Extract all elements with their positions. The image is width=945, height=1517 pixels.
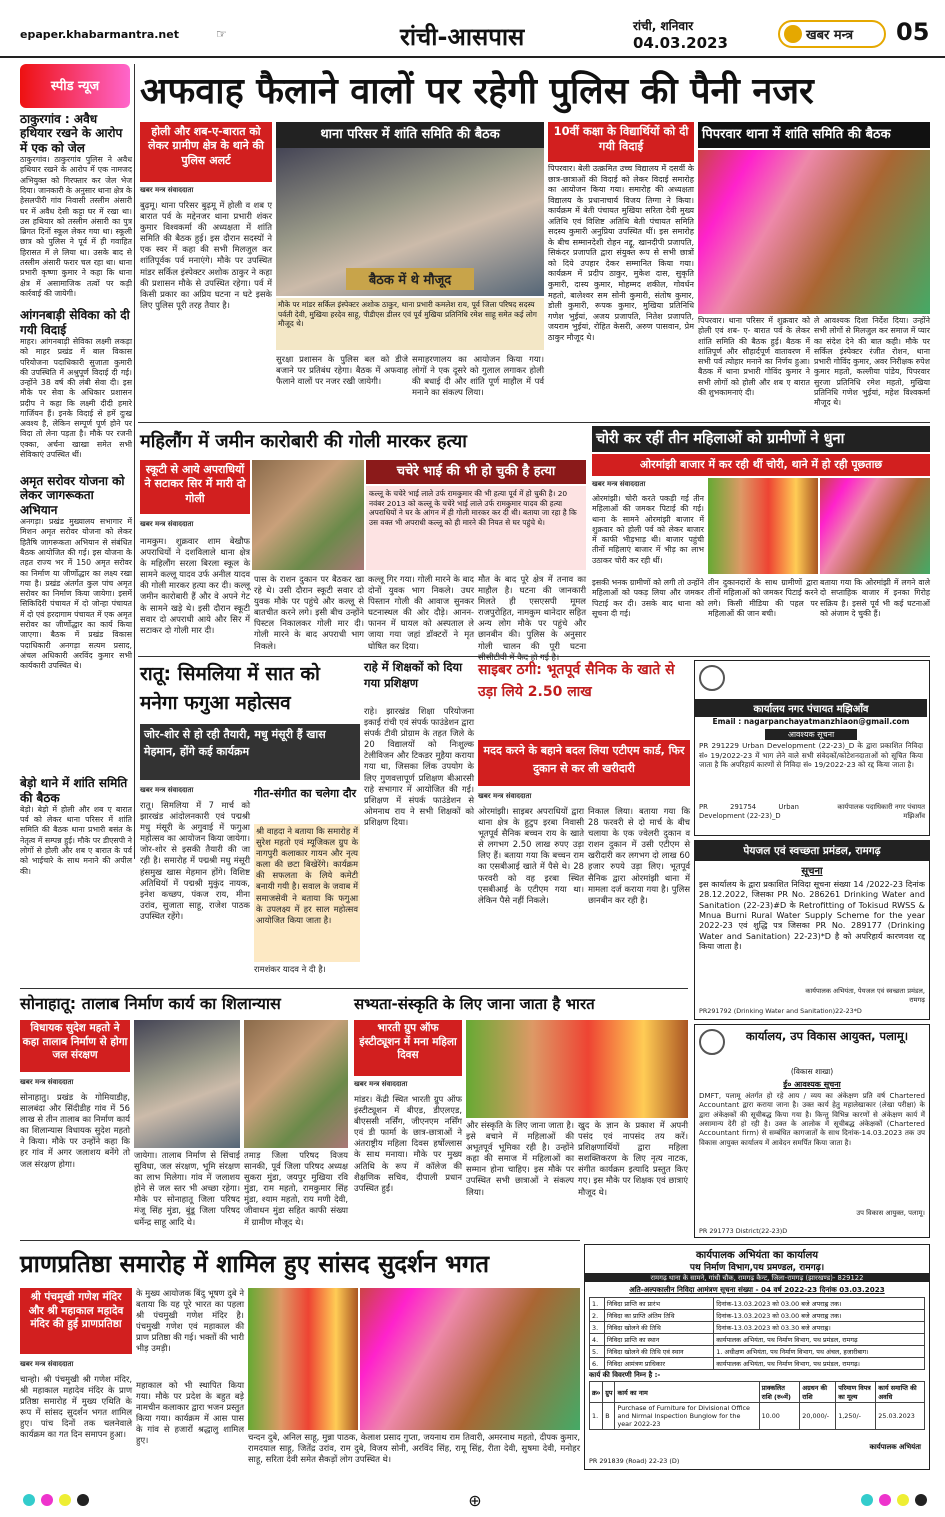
mahilong-subhead-2: चचेरे भाई की भी हो चुकी है हत्या: [366, 460, 586, 484]
ad3-pr: PR 291773 District(22-23)D: [699, 1227, 788, 1235]
pran-subhead: श्री पंचमुखी गणेश मंदिर और श्री महाकाल महादेव मंदिर की हुई प्राणप्रतिष्ठा: [20, 1288, 132, 1354]
ad2-notice: सूचना: [801, 866, 823, 877]
section-divider-3: [20, 988, 688, 989]
color-marks-right: [858, 1491, 930, 1510]
section-divider-4: [20, 1240, 580, 1241]
theft-headline: चोरी कर रहीं तीन महिलाओं को ग्रामीणों ने धुना: [592, 426, 930, 452]
work-cell: 20,000/-: [800, 1403, 836, 1430]
ad2-pr: PR291792 (Drinking Water and Sanitation)22-23*D: [699, 1007, 862, 1015]
magenta-mark-icon: [879, 1494, 891, 1506]
pran-photo-2: [360, 1288, 580, 1430]
simliya-subhead: जोर-शोर से हो रही तैयारी, मधु मंसूरी हैं खास मेहमान, होंगे कई कार्यक्रम: [140, 724, 360, 780]
speed-news-badge: स्पीड न्यूज: [20, 64, 130, 108]
simliya-headline: रातू: सिमलिया में सात को मनेगा फगुआ महोत्सव: [140, 663, 320, 714]
schedule-cell: दिनांक-13.03.2023 को 03.00 बजे अपराह्न तक।: [714, 1310, 925, 1322]
sonahatu-byline: खबर मन्त्र संवाददाता: [20, 1078, 74, 1086]
ad3-notice: ई० आवश्यक सूचना: [783, 1080, 841, 1089]
piparwar-headline: पिपरवार थाना में शांति समिति की बैठक: [698, 122, 930, 148]
ad-dda-palamu: [694, 1024, 930, 1238]
simliya-footer: रामशंकर यादव ने दी है।: [254, 964, 326, 974]
cyan-mark-icon: [861, 1494, 873, 1506]
masthead: [0, 0, 945, 58]
ad3-body: DMFT, पलामू अंतर्गत हो रहे आय / व्यय का अंकेक्षण प्रति वर्ष Chartered Accountant द्वारा कराया जाना है। उक्त कार्य हेतु महालेखाकार (लेखा परीक्षा) के द्वारा अंकेक्षकों की सूचीबद्ध किया गया है। किन्तु विभिन्न कारणों से अंकेक्षण कार्य में असामान्य देरी हो रही है। उक्त के आलोक में सूचीबद्ध अंकेक्षकों (Chartered Accountant firm) से सम्बंधित कागजातों के साथ दिनांक-14.03.2023 तक उप विकास आयुक्त कार्यालय में आवेदन समर्पित किया जाता है।: [699, 1091, 925, 1147]
mahilong-body-4: मौत के बाद पूरे क्षेत्र में तनाव का माहौल है। घटना की जानकारी मिलते ही एसएसपी मूमल राजपुरोहित, नामकुम थानेदार सहित अन्य लोग मौके पर पहुंचे और छानबीन की। पुलिस के अनुसार गोली चालन की पूरी घटना: [478, 574, 586, 651]
ad-peyjal: [694, 840, 930, 1020]
sonahatu-subhead: विधायक सुदेश महतो ने कहा तालाब निर्माण से होगा जल संरक्षण: [20, 1020, 130, 1072]
section-divider-2: [138, 656, 930, 657]
schedule-cell: 6.: [590, 1358, 605, 1370]
yellow-mark-icon: [59, 1494, 71, 1506]
work-column-header: कार्य का नाम: [615, 1382, 759, 1403]
civil-byline: खबर मन्त्र संवाददाता: [354, 1080, 408, 1088]
simliya-side-body: श्री वाहदा ने बताया कि समारोह में सुरेश महतो एवं म्यूजिकल ग्रुप के नागपुरी कलाकार गायन और नृत्य कला की छटा बिखेरेंगे। कार्यक्रम की सफलता के लिये कमेटी बनायी गयी है। सवाल के जवाब में समाजसेवी ने बताया कि फगुआ के उपलक्ष्य में हर साल महोत्सव आयोजित किया जाता है।: [254, 824, 360, 962]
work-column-header: अग्रधन की राशि: [800, 1382, 836, 1403]
black-mark-icon: [77, 1494, 89, 1506]
speed-news-column: [20, 112, 132, 876]
brief-1-headline: ठाकुरगांव : अवैध हथियार रखने के आरोप में एक को जेल: [20, 112, 123, 155]
section-title: रांची-आसपास: [400, 23, 525, 51]
ad2-signature: कार्यपालक अभियंता, पेयजल एवं स्वच्छता प्रमंडल, रामगढ़: [805, 987, 925, 1004]
section-divider: [138, 422, 930, 423]
ad1-signature: कार्यपालक पदाधिकारी नगर पंचायत मझिआँव: [837, 803, 925, 820]
brief-4-headline: बेड़ो थाने में शांति समिति की बैठक: [20, 776, 128, 805]
ad3-emblem-icon: [699, 1029, 725, 1055]
schedule-cell: निविदा प्राप्ति का प्रारंभ: [604, 1298, 713, 1310]
ad4-schedule-table: [589, 1297, 925, 1370]
theft-body-2: इसकी भनक ग्रामीणों को लगी तो उन्होंने महिलाओं को पकड़ लिया और जमकर पिटाई कर दी। उसके बाद थाना को सूचना दी गई।: [592, 578, 704, 618]
ad-path-nirman: [584, 1244, 930, 1470]
ad2-title: पेयजल एवं स्वच्छता प्रमंडल, रामगढ़: [695, 841, 929, 861]
yellow-mark-icon: [897, 1494, 909, 1506]
work-column-header: प्राक्कलित राशि (रु०में): [759, 1382, 800, 1403]
registration-crosshair: ⊕: [468, 1490, 482, 1510]
mahilong-body-3: कल्लू गिर गया। गोली मारने के बाद दोनों युवक भाग निकले। उधर पिस्तान गोली की आवाज सुनकर घटनास्थल की ओर दौड़े। आनन-फानन में घायल को अस्पताल ले जाया गया जहां डॉक्टरों ने मृत घोषित कर दिया।: [368, 574, 474, 651]
teachers-headline: राहे में शिक्षकों को दिया गया प्रशिक्षण: [364, 660, 463, 690]
cyber-byline: खबर मन्त्र संवाददाता: [478, 792, 532, 800]
cursor-icon: ☞: [216, 27, 227, 41]
bundu-names-box: मौके पर मांडर सर्किल इंस्पेक्टर अशोक ठाकुर, थाना प्रभारी कमलेश राय, पूर्व जिला परिषद सदस्य पर्वती देवी, मुखिया हरदेव साहू, पीडीएस डीलर एवं पूर्व मुखिया प्रतिनिधि रमेश साहू समेत कई लोग मौजूद थे।: [276, 298, 544, 350]
schedule-cell: कार्यपालक अभियंता, पथ निर्माण विभाग, पथ प्रमंडल, रामगढ़: [714, 1334, 925, 1346]
ad3-signature: उप विकास आयुक्त, पलामू।: [856, 1209, 925, 1217]
mahilong-byline: खबर मन्त्र संवाददाता: [140, 520, 194, 528]
work-column-header: क्र०: [590, 1382, 603, 1403]
cyber-subhead: मदद करने के बहाने बदल लिया एटीएम कार्ड, फिर दुकान से कर ली खरीदारी: [478, 740, 690, 786]
ad4-tender: अति-अल्पकालीन निविदा आमंत्रण सूचना संख्या - 04 वर्ष 2022-23 दिनांक 03.03.2023: [629, 1285, 885, 1294]
ad4-title: कार्यपालक अभियंता का कार्यालय: [695, 1250, 819, 1261]
ad4-details-head: कार्य की विवरणी निम्न है :-: [589, 1371, 661, 1379]
schedule-cell: 1. अधीक्षण अभियंता, पथ निर्माण विभाग, पथ अंचल, हजारीबाग।: [714, 1346, 925, 1358]
ad4-pr: PR 291839 (Road) 22-23 (D): [589, 1457, 680, 1465]
main-headline: अफवाह फैलाने वालों पर रहेगी पुलिस की पैनी नजर: [140, 71, 814, 112]
work-cell: 1.: [590, 1403, 603, 1430]
piparwar-body-1: पिपरवार। थाना परिसर में शुक्रवार को होली एवं शब- ए- बारात पर्व के लेकर शांति समिति की बैठक हुई। बैठक में शांतिपूर्ण और सौहार्दपूर्ण वातावरण में सभी पर्व त्योहार मनाने का निर्णय हुआ। बैठक में थाना प्रभारी गोविंद कुमार ने सभी लोगों को होली और शब ए बारात की शुभकामनाएं दी।: [698, 316, 810, 397]
brand-logo: [778, 20, 886, 48]
ad1-title: कार्यालय नगर पंचायत मझिआँव: [695, 699, 927, 717]
pran-body-3: महाकाल को भी स्थापित किया गया। मौके पर प्रदेश के बहुत बड़े नामचीन कलाकार द्वारा भजन प्रस्तुत किया गया। कार्यक्रम में आस पास के गांव से हजारों श्रद्धालु शामिल हुए।: [136, 1380, 244, 1446]
ad1-notice: आवश्यक सूचना: [765, 729, 857, 740]
sonahatu-body-2: जायेगा। तालाब निर्माण से सिंचाई सुविधा, जल संरक्षण, भूमि संरक्षण का लाभ मिलेगा। गांव में जलाशय होने से जल स्तर भी अच्छा रहेगा। मौके पर सोनाहातू जिला परिषद मंजू सिंह मुंडा, बुंडू जिला परिषद धर्मेन्द्र साहू आदि थे।: [134, 1150, 240, 1227]
bundu-photo: [276, 148, 544, 296]
cyan-mark-icon: [23, 1494, 35, 1506]
schedule-row: [590, 1358, 925, 1370]
ad4-sub2: रामगढ़ थाना के सामने, गांधी चौक, रामगढ़ कैन्ट, जिला-रामगढ़ (झारखण्ड)- 829122: [585, 1273, 929, 1282]
sonahatu-photo-1: [134, 1020, 240, 1148]
footer-registration-marks: [20, 1490, 930, 1510]
brand-circle-icon: [784, 25, 802, 43]
mahilong-body-2: पास के राशन दुकान पर बैठकर खा रहे थे। उसी दौरान स्कूटी सवार दो युवक मौके पर पहुंचे और कल्लू से बातचीत करने लगे। इसी बीच उन्होंने पिस्टल निकालकर गोली मार दी। गोली मारने के बाद अपराधी भाग निकले।: [254, 574, 364, 651]
schedule-cell: 4.: [590, 1334, 605, 1346]
bundu-photo-caption: बैठक में थे मौजूद: [346, 268, 474, 290]
bundu-body-1: बुढ़मू। थाना परिसर बुढ़मू में होली व शब ए बारात पर्व के मद्देनजर थाना प्रभारी शंकर कुमार विश्वकर्मा की अध्यक्षता में शांति समिति की बैठक हुई। इस दौरान सदस्यों ने एक स्वर में कहा की सभी मिलजुल कर शांतिपूर्वक पर्व मनाएंगे। मौके पर उपस्थित मांडर सर्किल इंस्पेक्टर अशोक ठाकुर ने कहा की प्रशासन मौके से उपस्थित रहेगा। पर्व में किसी प्रकार का अप्रिय घटना न घटे इसके लिए पुलिस पूरी तरह तैयार है।: [140, 200, 272, 310]
civil-photo: [466, 1020, 688, 1118]
ad-nagar-panchayat: [694, 660, 930, 836]
bundu-subhead: होली और शब-ए-बारात को लेकर ग्रामीण क्षेत्र के थाने की पुलिस अलर्ट: [140, 122, 272, 182]
sonahatu-body-1: सोनाहातु। प्रखंड के गोमियाडीह, सालबंदा और सिंदीडीह गांव में 56 लाख से तीन तालाब का निर्माण कार्य का शिलान्यास विधायक सुदेश महतो ने किया। मौके पर उन्होंने कहा कि हर गांव में अगर जलाशय बनेंगे तो जल संरक्षण होगा।: [20, 1092, 130, 1169]
schedule-row: [590, 1346, 925, 1358]
work-column-header: परिमाण विपत्र का मूल्य: [836, 1382, 876, 1403]
brief-2-headline: आंगनबाड़ी सेविका को दी गयी विदाई: [20, 308, 130, 337]
cyber-body-1: ओरमांझी। साइबर अपराधियों द्वारा थाना क्षेत्र के हुटुप इरबा निवासी भूतपूर्व सैनिक बच्चन राय के खाते से लगभग 2.50 लाख रुपए उड़ा लिए हैं। बताया गया कि बच्चन राम का एसबीआई खाते में पैसे थे। 28 फरवरी को वह इरबा स्थित एसबीआई के एटीएम गया था। लेकिन पैसे नहीं निकले।: [478, 806, 584, 905]
theft-caption-2: बताया गया कि ओरमांझी में लगने वाले दो सप्ताहिक बाजार में इनका गिरोह सक्रिय है। इससे पूर्व भी कई घटनाओं को अंजाम दे चुकी हैं।: [820, 578, 930, 618]
schedule-cell: कार्यपालक अभियंता, पथ निर्माण विभाग, पथ प्रमंडल, रामगढ़।: [714, 1358, 925, 1370]
bundu-body-2: सुरक्षा प्रशासन के पुलिस बल को डीजे बजाने पर प्रतिबंध रहेगा। बैठक में अफवाह फैलाने वालों पर नजर रखी जायेगी।: [276, 354, 408, 387]
civil-body-1: मांडर। केंद्री स्थित भारती ग्रुप ऑफ इंस्टीट्यूशन में बीएड, डीएलएड, बीएससी नर्सिंग, जीएनएम नर्सिंग एवं डी फार्मा के छात्र-छात्राओं ने अंतराष्ट्रीय महिला दिवस हर्षोल्लास के साथ मनाया। मौके पर मुख्य अतिथि के रूप में कॉलेज की शैक्षणिक सचिव, दीपाली प्रधान उपस्थित हुईं।: [354, 1094, 462, 1193]
schedule-row: [590, 1322, 925, 1334]
class10-headline: 10वीं कक्षा के विद्यार्थियों को दी गयी विदाई: [548, 122, 694, 162]
theft-byline: खबर मन्त्र संवाददाता: [592, 480, 646, 488]
work-column-header: ग्रुप: [603, 1382, 615, 1403]
civil-subhead: भारती ग्रुप ऑफ इंस्टीट्यूशन में मना महिला दिवस: [354, 1020, 462, 1076]
schedule-cell: दिनांक-13.03.2023 को 03.00 बजे अपराह्न तक।: [714, 1298, 925, 1310]
schedule-cell: दिनांक-13.03.2023 को 03.30 बजे अपराह्न।: [714, 1322, 925, 1334]
color-marks-left: [20, 1491, 92, 1510]
work-cell: 10.00: [759, 1403, 800, 1430]
jharkhand-emblem-icon: [699, 665, 725, 691]
ad4-footer: कार्यपालक अभियंता: [869, 1443, 921, 1451]
pran-caption: चन्दन दुबे, अनिल साहू, मुन्ना पाठक, केलाश प्रसाद गुप्ता, जयनाथ राम तिवारी, अमरनाथ महतो, दीपक कुमार, रामदयाल साहू, जितेंद्र उरांव, राम दुबे, विजय सोनी, अरविंद सिंह, रामू सिंह, रीता देवी, सुषमा देवी, मनोहर साहू, सरिता देवी समेत सैकड़ों लोग उपस्थित थे।: [248, 1432, 580, 1465]
work-cell: 25.03.2023: [876, 1403, 925, 1430]
ad4-work-table: [589, 1381, 925, 1430]
teachers-body: राहे। झारखंड शिक्षा परियोजना इकाई रांची एवं संपर्क फाउंडेशन द्वारा संपर्क टीवी प्रोग्राम के तहत जिले के 20 विद्यालयों को निःशुल्क टेलीविजन और टिकडर मुहैया कराया गया था, जिसका लिंक उपयोग के लिए गुणवत्तापूर्ण प्रशिक्षण बीआरसी राहे सभागार में आयोजित की गई। प्रशिक्षण में संपर्क फाउंडेशन से ओमनाथ राय ने सभी शिक्षकों को प्रशिक्षण दिया।: [364, 706, 474, 827]
work-cell: 1,250/-: [836, 1403, 876, 1430]
schedule-cell: 1.: [590, 1298, 605, 1310]
piparwar-body-2: ले आवश्यक दिशा निर्देश दिया। उन्होंने सभी लोगों से मिलजुल कर समाज में प्यार का संदेश देने की बात कही। मौके पर सर्किल इंस्पेक्टर रंजीत रोशन, थाना प्रभारी गोविंद कुमार, अवर निरीक्षक रुपेश कुमार महतो, कल्लीया पांडेय, पिपरवार सुरजा प्रतिनिधि रमेश महतो, मुखिया प्रतिनिधि गणेश भुईयां, महेश विश्वकर्मा मौजूद थे।: [814, 316, 930, 408]
magenta-mark-icon: [41, 1494, 53, 1506]
mahilong-headline: महिलौंग में जमीन कारोबारी की गोली मारकर हत्या: [140, 431, 467, 452]
theft-subhead: ओरमांझी बाजार में कर रही थीं चोरी, थाने में हो रही पूछताछ: [592, 454, 930, 476]
schedule-cell: निविदा खोलने की तिथि एवं स्थान: [604, 1346, 713, 1358]
sonahatu-body-3: तमाड़ जिला परिषद विजय सानकी, पूर्व जिला परिषद अध्यक्ष सुकरा मुंडा, जयपुर मुखिया रवि मुंडा, राम महतो, रामकुमार सिंह मुंडा, श्याम महतो, राय मणी देवी, जीवाधन मुंडा सहित काफी संख्या में ग्रामीण मौजूद थे।: [244, 1150, 348, 1227]
mahilong-subhead-1: स्कूटी से आये अपराधियों ने सटाकर सिर में मारी दो गोली: [140, 460, 250, 514]
brief-3-headline: अमृत सरोवर योजना को लेकर जागरूकता अभियान: [20, 473, 125, 517]
work-cell: B: [603, 1403, 615, 1430]
simliya-side-headline: गीत-संगीत का चलेगा दौर: [254, 787, 357, 800]
class10-body: पिपरवार। बेली उत्क्रमित उच्च विद्यालय में दसवीं के छात्र-छात्राओं की विदाई को लेकर विदाई समारोह का आयोजन किया गया। समारोह की अध्यक्षता विद्यालय के प्रधानाचार्य विजय तिग्गा ने किया। कार्यक्रम में बेती पंचायत मुखिया सरिता देवी मुख्य अतिथि एवं विशिष्ट अतिथि बेती पंचायत समिति सदस्य कुमारी अनुप्रिया उपस्थित थीं। इस समारोह के बीच सम्मानदेशी रोहन नद्दू, खानदीपी प्रजापति, सिकंदर प्रजापति द्वारा संयुक्त रूप से सभी छात्रों को दिये उपहार देकर सम्मानित किया गया। कार्यक्रम में प्रदीप ठाकुर, मुकेश दास, सुकृति कुमारी, दास्य कुमार, मोहम्मद शकील, गोवर्धन महतो, बालेश्वर सम सोनी कुमारी, संतोष कुमार, डोली कुमारी, रूपक कुमार, मुखिया प्रतिनिधि गणेश भुईयां, अजय प्रजापति, नितेश प्रजापति, जयराम भुईयां, रोहित केसरी, अरुण पासवान, प्रेम ठाकुर मौजूद थे।: [548, 164, 694, 342]
work-cell: Purchase of Furniture for Divisional Office and Nirmal Inspection Bunglow for the year 2022-23: [615, 1403, 759, 1430]
schedule-row: [590, 1334, 925, 1346]
schedule-cell: निविदा खोलने की तिथि: [604, 1322, 713, 1334]
sonahatu-photo-2: [244, 1020, 348, 1148]
civil-body-2: और संस्कृति के लिए जाना जाता है। इसे बचाने में महिलाओं की अभूतपूर्व भूमिका रही है। उन्होंने कहा की समाज में महिलाओं का सम्मान होना चाहिए। इस मौके पर उपस्थित सभी छात्राओं ने संकल्प लिया।: [466, 1120, 574, 1197]
ad3-branch: (विकास शाखा): [790, 1067, 834, 1076]
theft-body-1: ओरमांझी। चोरी करते पकड़ी गई तीन महिलाओं की जमकर पिटाई की गई। थाना के सामने ओरमांझी बाजार में शुक्रवार को होली पर्व को लेकर बाजार में काफी भीड़भाड़ थी। बाजार पहुंची तीनों महिलाएं बाजार में भीड़ का लाभ उठाकर चोरी कर रही थीं।: [592, 494, 704, 565]
schedule-cell: निविदा प्राप्ति का स्थान: [604, 1334, 713, 1346]
piparwar-photo: [698, 150, 930, 314]
schedule-cell: 5.: [590, 1346, 605, 1358]
cyber-headline: साइबर ठगी: भूतपूर्व सैनिक के खाते से उड़ा लिये 2.50 लाख: [478, 662, 675, 700]
work-column-header: कार्य समाप्ति की अवधि: [876, 1382, 925, 1403]
date: 04.03.2023: [633, 34, 728, 52]
brief-1-body: ठाकुरगांव। ठाकुरगांव पुलिस ने अवैध हथियार रखने के आरोप में एक नामजद अभियुक्त को गिरफ्तार कर जेल भेज दिया। जानकारी के अनुसार थाना क्षेत्र के हेसलपीरी गांव निवासी तस्लीम अंसारी घर में अवैध देसी कट्टा घर में रखा था। उस हथियार को तस्लीम अंसारी का पुत्र ब्रिगत दिनों स्कूल लेकर गया था। स्कूली छात्र को पुलिस ने पूर्व में ही गवाहित हिरासत में ले लिया था। उसके बाद से तस्लीम अंसारी फरार चल रहा था। थाना प्रभारी कृष्णा कुमार ने कहा कि थाना क्षेत्र में असामाजिक तत्वों पर कड़ी कार्रवाई की जायेगी।: [20, 155, 132, 298]
mahilong-photo: [252, 460, 364, 570]
theft-photo-2: [820, 478, 930, 574]
theft-photo-1: [708, 478, 818, 574]
pran-photo-1: [248, 1288, 358, 1430]
schedule-row: [590, 1310, 925, 1322]
mahilong-quote: कल्लू के चचेरे भाई लाले उर्फ रामकुमार की भी हत्या पूर्व में हो चुकी है। 20 नवंबर 2013 को कल्लू के चचेरे भाई लाले उर्फ रामकुमार यादव की हत्या अपराधियों ने घर के आंगन में ही गोली मारकर कर दी थी। बताया जा रहा है कि उस वक्त भी अपराधी कल्लू को ही मारने की नियत से घर पहुंचे थे।: [366, 486, 586, 570]
black-mark-icon: [915, 1494, 927, 1506]
simliya-byline: खबर मन्त्र संवाददाता: [140, 786, 194, 794]
bundu-byline: खबर मन्त्र संवाददाता: [140, 186, 194, 194]
brief-3-body: अनगड़ा। प्रखंड मुख्यालय सभागार में मिशन अमृत सरोवर योजना को लेकर हितैषि जागरूकता अभियान से संबंधित बैठक आयोजित की गई। इस योजना के तहत राज्य भर में 150 अमृत सरोवर का निर्माण या जीर्णोद्धार का लक्ष्य रखा गया है। प्रखंड अंतर्गत कुल पांच अमृत सरोवर का निर्माण किया जायेगा। इसमें सिकिदिरी पंचायत में दो जोन्हा पंचायत में दो एवं हरदागाम पंचायत में एक अमृत सरोवर का जीर्णोद्धार का कार्य किया जाएगा। बैठक में प्रखंड विकास पदाधिकारी अनगड़ा सत्यम प्रसाद, अंचल अधिकारी अरविंद कुमार सभी कार्यकारी उपस्थित थे।: [20, 517, 132, 671]
city-day: रांची, शनिवार: [633, 19, 694, 33]
bundu-photo-title: थाना परिसर में शांति समिति की बैठक: [276, 122, 544, 148]
schedule-cell: 2.: [590, 1310, 605, 1322]
schedule-cell: 3.: [590, 1322, 605, 1334]
ad1-body: PR 291229 Urban Development (22-23)_D के द्वारा प्रकाशित निविदा सं० 19/2022-23 में भाग लेने वाले सभी संवेदकों/कोटेशनदाताओं को सूचित किया जाता है कि अपरिहार्य कारणों से निविदा सं० 19/2022-23 को रद्द किया जाता है।: [699, 741, 923, 769]
ad3-title: कार्यालय, उप विकास आयुक्त, पलामू।: [745, 1029, 909, 1043]
pran-byline: खबर मन्त्र संवाददाता: [20, 1360, 74, 1368]
column-divider: [134, 64, 135, 859]
sonahatu-headline: सोनाहातू: तालाब निर्माण कार्य का शिलान्यास: [20, 994, 281, 1013]
pran-body-1: चान्हो। श्री पंचमुखी श्री गणेश मंदिर, श्री महाकाल महादेव मंदिर के प्राण प्रतिष्ठा समारोह में मुख्य एथिति के रूप में सांसद सुदर्शन भगत शामिल हुए। पांच दिनों तक चलनेवाले कार्यक्रम का गत दिन समापन हुआ।: [20, 1374, 132, 1440]
ad1-email[interactable]: Email : nagarpanchayatmanzhiaon@gmail.com: [712, 717, 910, 726]
page-number: 05: [896, 18, 930, 46]
schedule-row: [590, 1298, 925, 1310]
ad2-body: इस कार्यालय के द्वारा प्रकाशित निविदा सूचना संख्या 14 /2022-23 दिनांक 28.12.2022, जिसका PR No. 286261 Drinking Water and Sanitation (22-23)#D के Retrofitting of Tokisud RWSS & Mnua Burni Rural Water Supply Scheme for the year 2022-23 एवं शुद्धि पत्र जिसका PR No. 289177 (Drinking Water and Sanitation) 22-23)*D है को अपरिहार्य कारणवश रद्द किया जाता है।: [699, 879, 925, 952]
brand-name: खबर मन्त्र: [806, 28, 854, 43]
site-url[interactable]: epaper.khabarmantra.net: [20, 28, 179, 41]
theft-caption-1: तीन दुकानदारों के साथ ग्रामीणों द्वारा तीनों महिलाओं को जमकर पिटाई करने लगे। किसी मीडिया की पहल पर महिलाओं की जान बची।: [708, 578, 818, 618]
ad1-pr: PR 291754 Urban Development (22-23)_D: [699, 803, 799, 820]
civil-headline: सभ्यता-संस्कृति के लिए जाना जाता है भारत: [354, 995, 595, 1013]
pran-body-2: के मुख्य आयोजक बिंदु भूषण दुबे ने बताया कि यह पूरे भारत का पहला श्री पंचमुखी गणेश मंदिर है। पंचमुखी गणेश एवं महाकाल की प्राण प्रतिष्ठा की गई। भक्तों की भारी भीड़ उमड़ी।: [136, 1288, 244, 1354]
brief-2-body: माहर। आंगनबाड़ी सेविका लक्ष्मी लकड़ा को माहर प्रखंड में बाल विकास परियोजना पदाधिकारी सुजाता कुमारी की उपस्थिति में अश्रुपूर्ण विदाई दी गई। उन्होंने 38 वर्ष की लंबी सेवा दी। इस मौके पर सेवा के अधिकार प्रशासन प्रदीप ने कहा कि लक्ष्मी दीदी हमारे गार्जियन हैं। इनके विदाई से हमें दुःख अवश्य है, लेकिन सम्पूर्ण पूर्ण होने पर विदा तो लेना पड़ता है। मौके पर रजनी एक्का, अर्चना खाखा समेत सभी सेविकाएं उपस्थित थीं।: [20, 336, 132, 460]
civil-body-3: खुद के ज्ञान के प्रकाश में अपनी पसंद एवं नापसंद तय करें। प्रशिक्षणार्थियों द्वारा महिला सशक्तिकरण के लिए नृत्य नाटक, संगीत कार्यक्रम इत्यादि प्रस्तुत किए गए। इस मौके पर शिक्षक एवं छात्राएं मौजूद थे।: [578, 1120, 688, 1197]
ad4-sub1: पथ निर्माण विभाग,पथ प्रमण्डल, रामगढ़।: [689, 1263, 825, 1273]
bundu-body-3: समाहरणालय का आयोजन किया गया। लोगों ने एक दूसरे को गुलाल लगाकर होली की बधाई दी और शांति पूर्ण माहौल में पर्व मनाने का संकल्प लिया।: [412, 354, 544, 398]
schedule-cell: निविदा का प्राप्ति अंतिम तिथि: [604, 1310, 713, 1322]
pran-headline: प्राणप्रतिष्ठा समारोह में शामिल हुए सांसद सुदर्शन भगत: [20, 1250, 490, 1278]
schedule-cell: निविदा आमंत्रण प्राधिकार: [604, 1358, 713, 1370]
simliya-body: रातू। सिमलिया में 7 मार्च को झारखंड आंदोलनकारी एवं पद्मश्री मधु मंसूरी के अगुवाई में फगुआ महोत्सव का आयोजन किया जायेगा। जोर-शोर से इसकी तैयारी की जा रही है। समारोह में पद्मश्री मधु मंसूरी हंसमुख खास मेहमान होंगे। विशिष्ट अतिथियों में पद्मश्री मुकुंद नायक, इनेश कच्छप, पंकज राय, मीना उरांव, सुजाता साहू, राजेश पाठक उपस्थित रहेंगे।: [140, 800, 250, 921]
brief-4-body: बेड़ो। बेड़ो में होली और शब ए बारात पर्व को लेकर थाना परिसर में शांति समिति की बैठक थाना प्रभारी बसंत के नेतृत्व में सम्पन्न हुई। मौके पर डीएसपी ने लोगों से होली और शब ए बारात के पर्व को भाईचारे के साथ मनाने की अपील की।: [20, 804, 132, 876]
cyber-body-2: निकाल लिया। बताया गया कि 28 फरवरी से दो मार्च के बीच चलाया के एक ज्वेलरी दुकान व राशन दुकान में उसी एटीएम से खरीदारी कर लगभग दो लाख 60 हजार रुपये उड़ा लिए। भूतपूर्व सैनिक द्वारा ओरमांझी थाना में मामला दर्ज कराया गया है। पुलिस छानबीन कर रही है।: [588, 806, 690, 905]
mahilong-body-1: नामकुम। शुक्रवार शाम बेखौफ अपराधियों ने दशविलाले थाना क्षेत्र के महिलौंग सरला बिरला स्कूल के सामने कल्लू यादव उर्फ अनील यादव की गोली मारकर हत्या कर दी। कल्लू जमीन कारोबारी हैं और वे अपने गेट के सामने खड़े थे। इसी दौरान स्कूटी सवार दो अपराधी आये और सिर में सटाकर दो गोली मार दी।: [140, 536, 250, 635]
